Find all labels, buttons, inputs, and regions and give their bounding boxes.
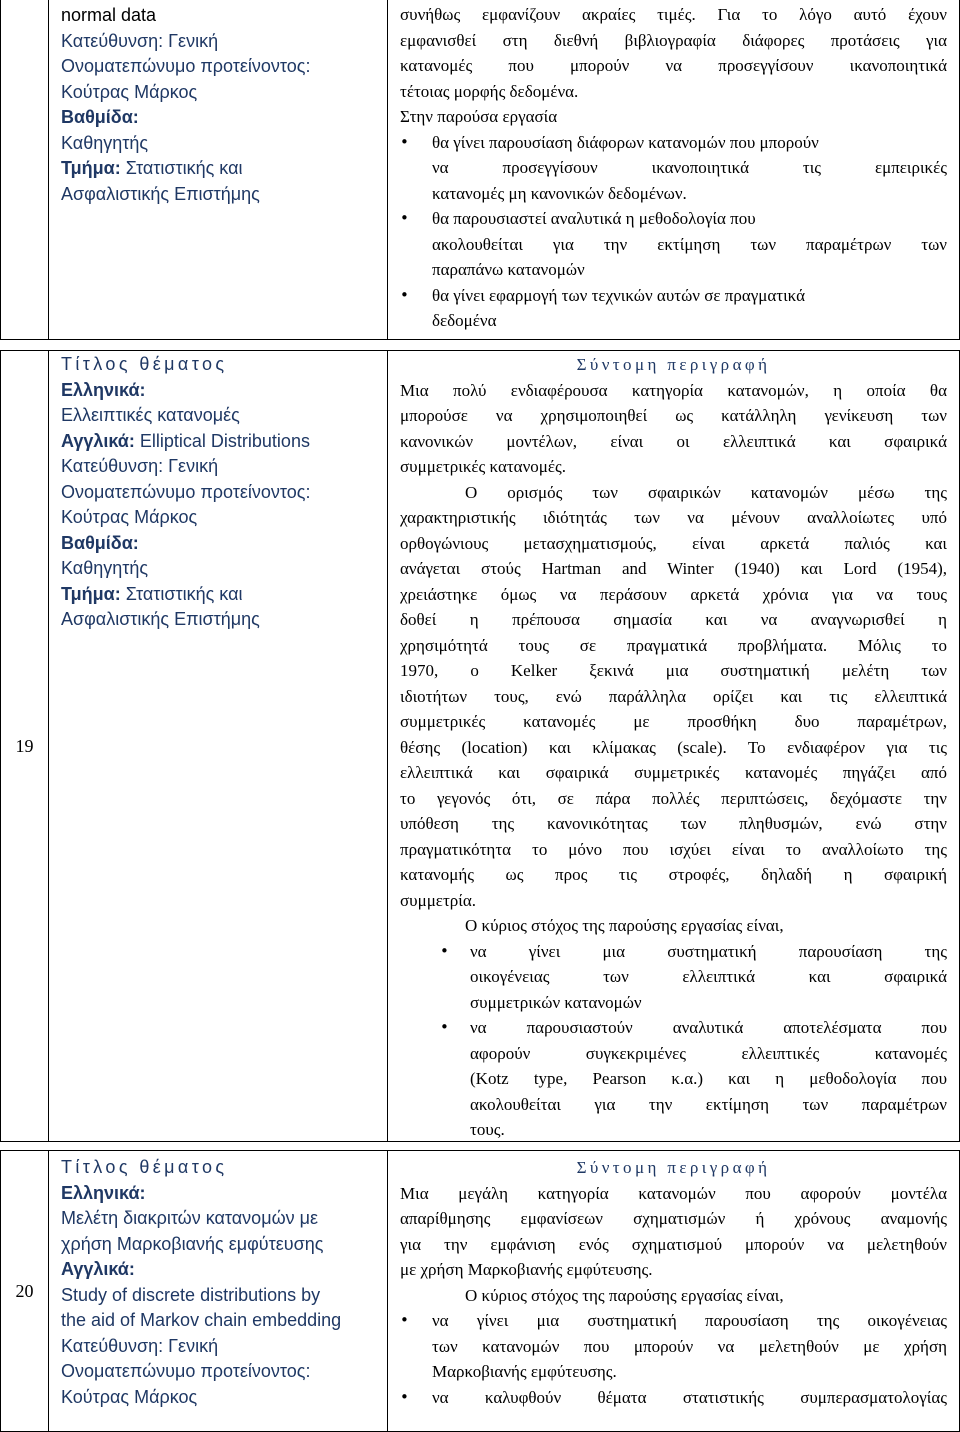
bullet-continuation: ακολουθείται για την εκτίμηση των παραμέτρων bbox=[470, 1094, 947, 1114]
bullet-continuation: τους. bbox=[470, 1120, 505, 1139]
labeled-field-line bbox=[61, 429, 387, 455]
bullet-item: • θα γίνει εφαρμογή των τεχνικών αυτών σε πραγματικά bbox=[400, 283, 947, 309]
paragraph-line: ιδιοτήτων τους, ενώ παράλληλα ορίζει και τις ελλειπτικά bbox=[400, 686, 947, 706]
field-value: Ονοματεπώνυμο προτείνοντος: bbox=[61, 1361, 311, 1381]
row-number: 20 bbox=[15, 1280, 34, 1301]
field-label: Τμήμα: bbox=[61, 158, 121, 178]
paragraph-line: συνήθως εμφανίζουν ακραίες τιμές. Για το λόγο αυτό έχουν bbox=[400, 5, 947, 24]
field-label: Αγγλικά: bbox=[61, 430, 135, 451]
bullet-continuation: οικογένειας των ελλειπτικά και σφαιρικά bbox=[470, 967, 947, 986]
bullet-item: • να γίνει μια συστηματική παρουσίαση της οικογένειας bbox=[400, 1308, 947, 1334]
field-value: Κατεύθυνση: Γενική bbox=[61, 456, 219, 476]
row-top-number-cell bbox=[0, 0, 49, 340]
paragraph-line: υπόθεση της κανονικότητας των πληθυσμών, ενώ στην bbox=[400, 814, 947, 833]
paragraph-line: μπορούσε να χρησιμοποιηθεί ως κατάλληλη γενίκευση των bbox=[400, 406, 947, 425]
paragraph-line: 1970, ο Kelker ξεκινά μια συστηματική μελέτη των bbox=[400, 661, 947, 680]
paragraph-line: συμμετρικές κατανομές. bbox=[400, 457, 567, 476]
bullet-continuation: ακολουθείται για την εκτίμηση των παραμέτρων των bbox=[432, 234, 947, 254]
field-label: Ελληνικά: bbox=[61, 1182, 146, 1203]
paragraph-line: κατανομές που μπορούν να προσεγγίσουν ικανοποιητικά bbox=[400, 56, 947, 75]
row-20-number-cell bbox=[0, 1150, 49, 1432]
paragraph-line: Στην παρούσα εργασία bbox=[400, 107, 558, 126]
paragraph-line: ανάγεται στούς Hartman and Winter (1940) και Lord (1954), bbox=[400, 559, 947, 578]
paragraph-line: ορθογώνιους μετασχηματισμούς, είναι αρκετά παλιός και bbox=[400, 533, 947, 553]
paragraph-line: ελλειπτικά και σφαιρικά συμμετρικές κατανομές πηγάζει από bbox=[400, 763, 947, 782]
bullet-continuation: αφορούν συγκεκριμένες ελλειπτικές κατανομές bbox=[470, 1043, 947, 1063]
field-label: Αγγλικά: bbox=[61, 1259, 135, 1279]
row-number: 19 bbox=[15, 735, 34, 756]
field-value: Study of discrete distributions by bbox=[61, 1284, 321, 1305]
row-20-description-cell bbox=[387, 1150, 960, 1432]
field-value: Κατεύθυνση: Γενική bbox=[61, 30, 219, 51]
field-value: Κατεύθυνση: Γενική bbox=[61, 1335, 219, 1356]
paragraph-line: χρησιμότητά τους σε πραγματικά προβλήματα. Μόλις το bbox=[400, 635, 947, 655]
field-value: Κούτρας Μάρκος bbox=[61, 1386, 198, 1407]
description-heading: Σύντομη περιγραφή bbox=[576, 1158, 771, 1177]
row-20-info-cell bbox=[48, 1150, 388, 1432]
paragraph-line: συμμετρία. bbox=[400, 890, 476, 910]
row-top-description-cell bbox=[387, 0, 960, 340]
field-label: Τμήμα: bbox=[61, 583, 121, 604]
paragraph-line: κανονικών μοντέλων, είναι οι ελλειπτικά και σφαιρικά bbox=[400, 431, 947, 451]
field-label: Βαθμίδα: bbox=[61, 532, 139, 553]
description-heading: Σύντομη περιγραφή bbox=[576, 355, 771, 374]
row-top-info-cell bbox=[48, 0, 388, 340]
row-19-number-cell bbox=[0, 350, 49, 1142]
field-value: Ασφαλιστικής Επιστήμης bbox=[61, 609, 260, 629]
field-value: Στατιστικής και bbox=[125, 583, 243, 604]
paragraph-line: Ο κύριος στόχος της παρούσης εργασίας είναι, bbox=[465, 1285, 784, 1305]
bullet-item: • να καλυφθούν θέματα στατιστικής συμπερασματολογίας bbox=[400, 1385, 947, 1411]
field-value: the aid of Markov chain embedding bbox=[61, 1310, 342, 1330]
paragraph-line: για την εμφάνιση ενός σχηματισμού μπορούν να μελετηθούν bbox=[400, 1234, 947, 1254]
field-value: Καθηγητής bbox=[61, 558, 149, 578]
paragraph-line: με χρήση Μαρκοβιανής εμφύτευσης. bbox=[400, 1260, 653, 1279]
field-label: Βαθμίδα: bbox=[61, 107, 139, 127]
paragraph-line: απαρίθμησης εμφανίσεων σχηματισμών ή χρόνους αναμονής bbox=[400, 1209, 947, 1228]
bullet-item: • να παρουσιαστούν αναλυτικά αποτελέσματα που bbox=[400, 1015, 947, 1041]
bullet-continuation: να προσεγγίσουν ικανοποιητικά τις εμπειρικές bbox=[432, 158, 947, 177]
bullet-continuation: των κατανομών που μπορούν να μελετηθούν με χρήση bbox=[432, 1336, 947, 1356]
bullet-continuation: (Kotz type, Pearson κ.α.) και η μεθοδολογία που bbox=[470, 1069, 947, 1088]
paragraph-line: εμφανισθεί στη διεθνή βιβλιογραφία διάφορες προτάσεις για bbox=[400, 30, 947, 50]
field-value: Ελλειπτικές κατανομές bbox=[61, 405, 240, 425]
paragraph-line: χρειάστηκε όμως να περάσουν αρκετά χρόνια για να τους bbox=[400, 584, 947, 604]
field-value: Μελέτη διακριτών κατανομών με bbox=[61, 1208, 319, 1228]
bullet-continuation: κατανομές μη κανονικών δεδομένων. bbox=[432, 183, 687, 203]
bullet-item: • να γίνει μια συστηματική παρουσίαση της bbox=[400, 939, 947, 965]
paragraph-line: Ο κύριος στόχος της παρούσης εργασίας είναι, bbox=[465, 916, 784, 935]
bullet-continuation: παραπάνω κατανομών bbox=[432, 260, 585, 279]
paragraph-line: Ο ορισμός των σφαιρικών κατανομών μέσω της bbox=[465, 482, 947, 502]
labeled-field-line bbox=[61, 156, 387, 182]
topic-title-heading: Τίτλος θέματος bbox=[61, 354, 228, 374]
paragraph-line: συμμετρικές κατανομές με προσθήκη δυο παραμέτρων, bbox=[400, 712, 947, 731]
field-value: Καθηγητής bbox=[61, 132, 149, 153]
bullet-continuation: συμμετρικών κατανομών bbox=[470, 992, 642, 1012]
paragraph-line: τέτοιας μορφής δεδομένα. bbox=[400, 81, 579, 101]
text-line: normal data bbox=[61, 5, 157, 25]
field-value: Ονοματεπώνυμο προτείνοντος: bbox=[61, 56, 311, 76]
paragraph-line: θέσης (location) και κλίμακας (scale). Το ενδιαφέρον για τις bbox=[400, 737, 947, 757]
paragraph-line: κατανομής ως προς τις στροφές, δηλαδή η σφαιρική bbox=[400, 865, 947, 884]
row-19-description-cell bbox=[387, 350, 960, 1142]
labeled-field-line bbox=[61, 582, 387, 608]
field-value: χρήση Μαρκοβιανής εμφύτευσης bbox=[61, 1233, 324, 1254]
paragraph-line: πραγματικότητα το μόνο που ισχύει είναι το αναλλοίωτο της bbox=[400, 839, 947, 859]
topic-title-heading: Τίτλος θέματος bbox=[61, 1157, 228, 1177]
paragraph-line: χαρακτηριστικής ιδιότητάς των να μένουν αναλλοίωτες υπό bbox=[400, 508, 947, 527]
bullet-item: • θα γίνει παρουσίαση διάφορων κατανομών που μπορούν bbox=[400, 130, 947, 156]
bullet-continuation: Μαρκοβιανής εμφύτευσης. bbox=[432, 1362, 617, 1381]
field-value: Κούτρας Μάρκος bbox=[61, 81, 198, 102]
bullet-item: • θα παρουσιαστεί αναλυτικά η μεθοδολογία που bbox=[400, 206, 947, 232]
field-value: Ονοματεπώνυμο προτείνοντος: bbox=[61, 481, 311, 502]
field-value: Elliptical Distributions bbox=[139, 430, 310, 451]
field-label: Ελληνικά: bbox=[61, 379, 146, 400]
paragraph-line: δοθεί η πρέπουσα σημασία και να αναγνωρισθεί η bbox=[400, 610, 947, 629]
paragraph-line: Μια μεγάλη κατηγορία κατανομών που αφορούν μοντέλα bbox=[400, 1183, 947, 1203]
field-value: Κούτρας Μάρκος bbox=[61, 507, 198, 527]
bullet-continuation: δεδομένα bbox=[432, 311, 497, 330]
row-19-info-cell bbox=[48, 350, 388, 1142]
paragraph-line: Μια πολύ ενδιαφέρουσα κατηγορία κατανομών, η οποία θα bbox=[400, 380, 947, 400]
field-value: Ασφαλιστικής Επιστήμης bbox=[61, 183, 260, 204]
field-value: Στατιστικής και bbox=[125, 158, 243, 178]
paragraph-line: το γεγονός ότι, σε πάρα πολλές περιπτώσεις, δεχόμαστε την bbox=[400, 788, 947, 808]
